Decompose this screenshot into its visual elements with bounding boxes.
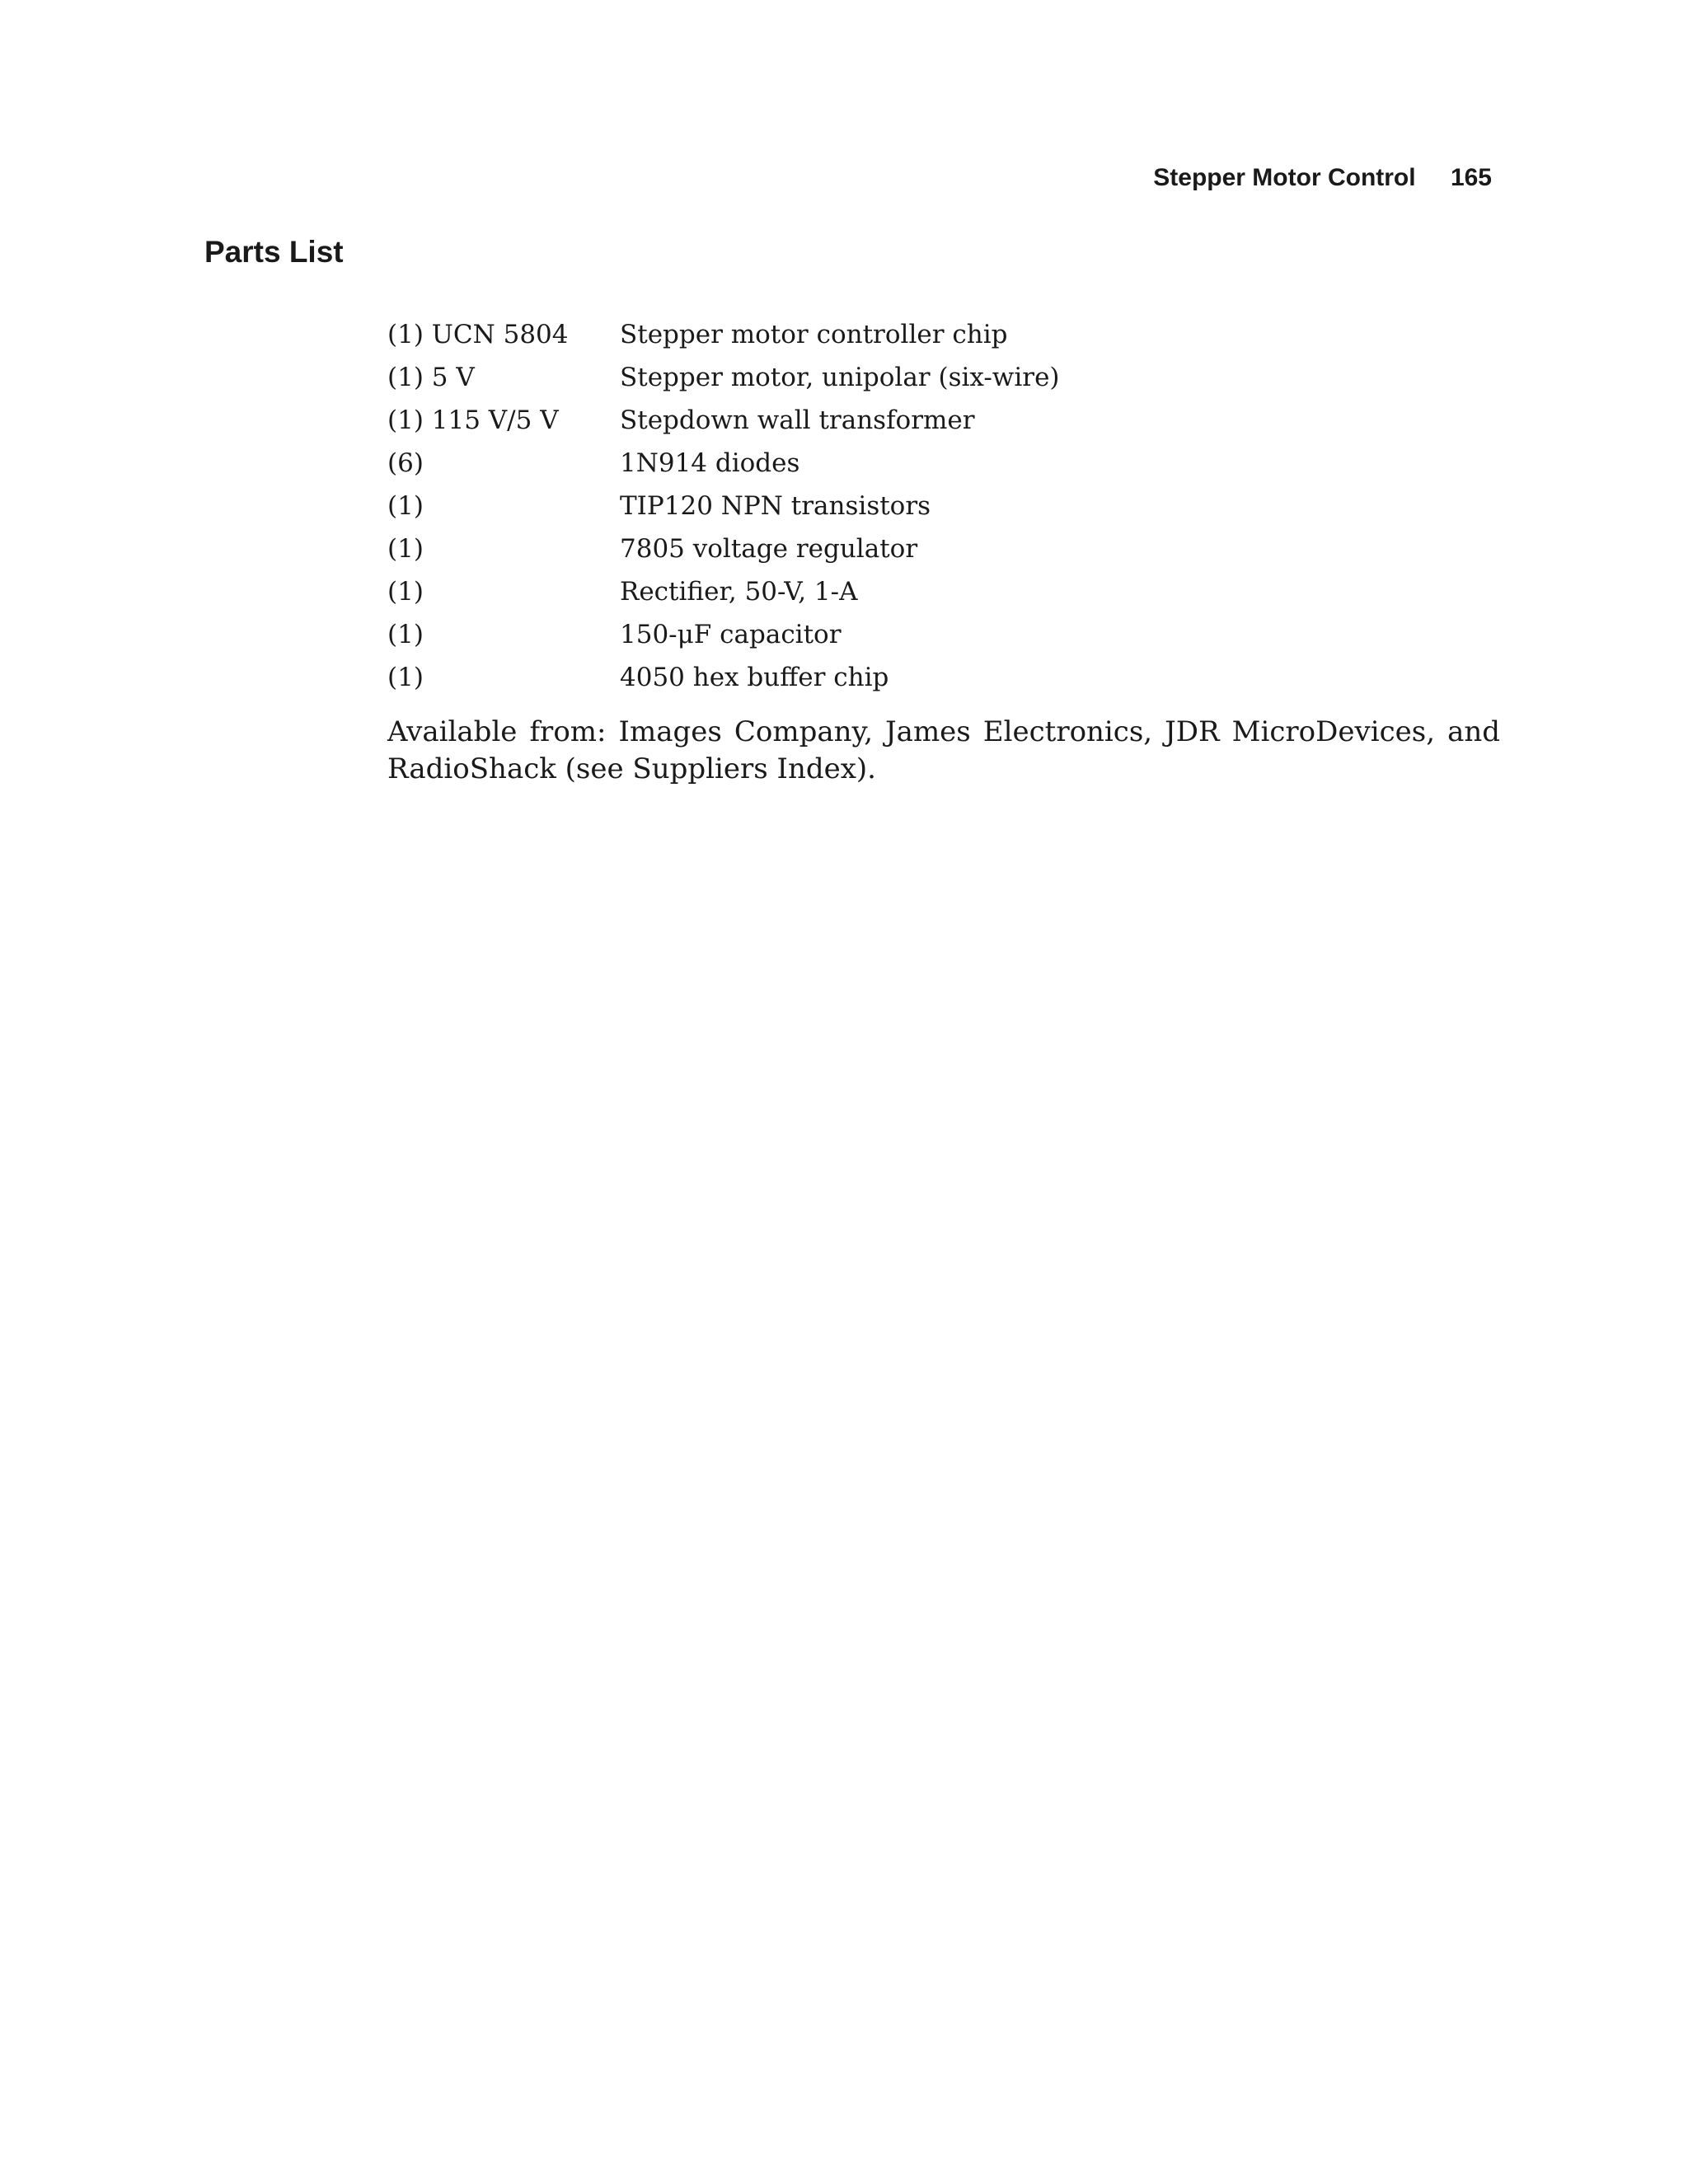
page-number: 165 [1450,164,1492,191]
part-quantity: (1) [387,663,424,692]
running-title: Stepper Motor Control [1153,164,1416,191]
part-row [387,356,1060,399]
part-description: 150-μF capacitor [620,620,842,649]
part-quantity: (1) UCN 5804 [387,320,569,349]
part-description: Stepdown wall transformer [620,405,975,435]
part-description: 4050 hex buffer chip [620,663,889,692]
parts-list [387,313,1060,699]
part-quantity: (1) [387,534,424,564]
part-quantity: (6) [387,448,424,478]
part-quantity: (1) [387,491,424,521]
part-row [387,442,1060,485]
part-quantity: (1) 115 V/5 V [387,405,559,435]
running-header [1153,162,1492,194]
part-row [387,527,1060,570]
part-description: TIP120 NPN transistors [620,491,931,521]
part-row [387,613,1060,656]
part-quantity: (1) [387,620,424,649]
section-heading: Parts List [204,235,344,269]
part-description: Stepper motor, unipolar (six-wire) [620,363,1060,392]
part-row [387,313,1060,356]
part-row [387,485,1060,527]
part-quantity: (1) [387,577,424,607]
part-description: 1N914 diodes [620,448,800,478]
part-row [387,656,1060,699]
part-row [387,399,1060,442]
part-description: Rectifier, 50-V, 1-A [620,577,858,607]
part-description: Stepper motor controller chip [620,320,1008,349]
part-quantity: (1) 5 V [387,363,475,392]
part-row [387,570,1060,613]
availability-note: Available from: Images Company, James Electronics, JDR MicroDevices, and RadioShack (see Suppliers Index). [387,715,1500,785]
part-description: 7805 voltage regulator [620,534,918,564]
